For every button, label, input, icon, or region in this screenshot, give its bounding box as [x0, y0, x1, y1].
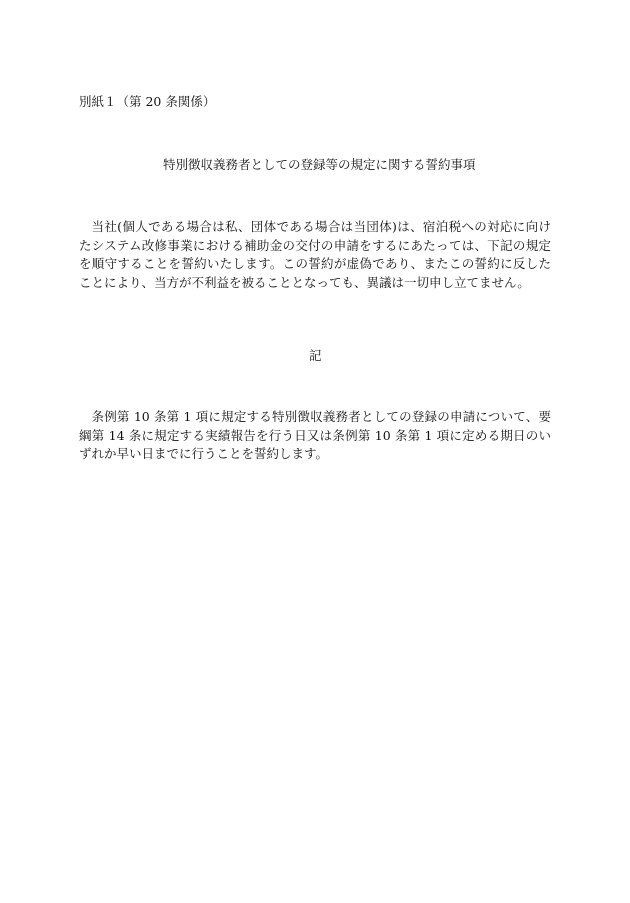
ki-heading: 記: [309, 348, 322, 363]
attachment-label: 別紙１（第 20 条関係）: [79, 94, 216, 109]
clause-paragraph: 条例第 10 条第 1 項に規定する特別徴収義務者としての登録の申請について、要綱第 14 条に規定する実績報告を行う日又は条例第 10 条第 1 項に定める期日のいずれか早い日までに行うことを誓約します。: [79, 409, 551, 461]
oath-paragraph: 当社(個人である場合は私、団体である場合は当団体)は、宿泊税への対応に向けたシステム改修事業における補助金の交付の申請をするにあたっては、下記の規定を順守することを誓約いたします。この誓約が虚偽であり、またこの誓約に反したことにより、当方が不利益を被ることとなっても、異議は一切申し立てません。: [79, 219, 551, 290]
document-title: 特別徴収義務者としての登録等の規定に関する誓約事項: [163, 157, 476, 172]
